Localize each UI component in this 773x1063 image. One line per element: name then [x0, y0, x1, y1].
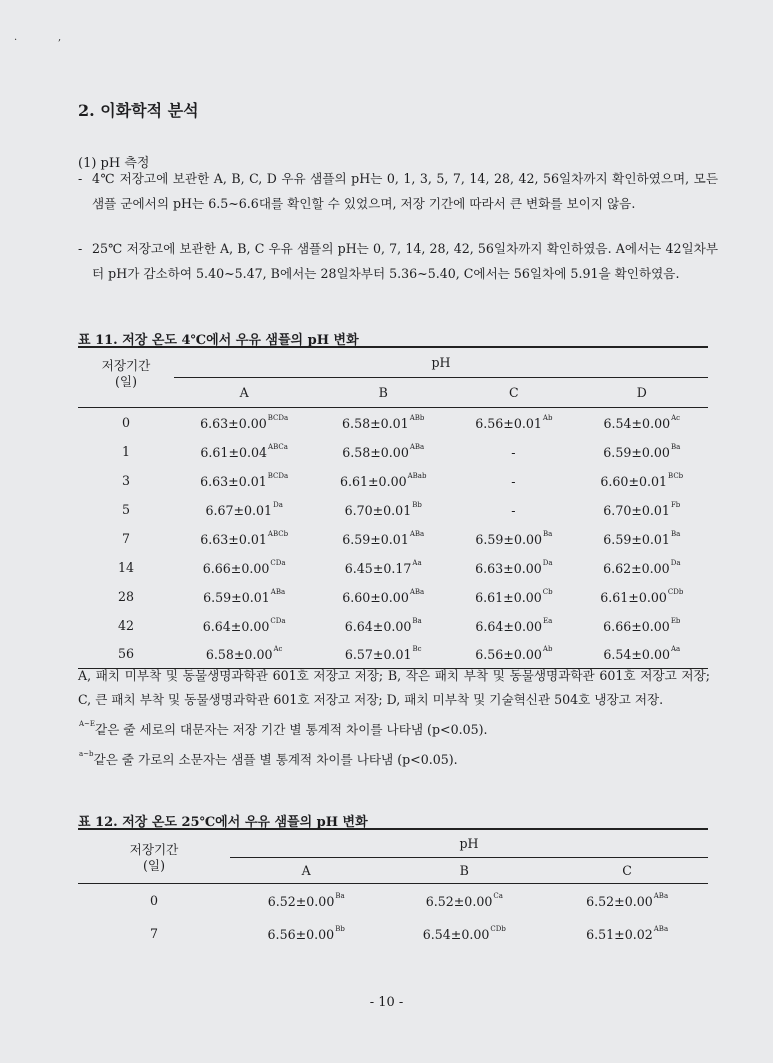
- day-cell: 0: [121, 414, 130, 430]
- ph-value-cell: [576, 524, 708, 553]
- ph-value-cell: [452, 524, 575, 553]
- scan-speck: .: [14, 32, 18, 43]
- ph-value-cell: [314, 437, 452, 466]
- ph-value-cell: [452, 437, 575, 466]
- significance-letter: Ab: [542, 413, 553, 422]
- ph-value-cell: [230, 884, 382, 917]
- significance-letter: Da: [542, 558, 553, 567]
- significance-letter: CDa: [270, 616, 286, 625]
- day-cell: 28: [117, 588, 135, 604]
- day-cell: 7: [149, 925, 158, 941]
- section-title: 2. 이화학적 분석: [78, 101, 199, 120]
- significance-letter: BCb: [668, 471, 684, 480]
- ph-value: 6.64±0.00: [475, 618, 543, 634]
- significance-letter: ABa: [409, 587, 425, 596]
- day-cell: 5: [121, 501, 130, 517]
- ph-value: 6.61±0.00: [600, 589, 667, 605]
- day-cell: 0: [149, 892, 158, 908]
- ph-value-cell: [314, 408, 452, 437]
- ph-value-cell: [576, 611, 708, 640]
- significance-letter: CDa: [270, 558, 286, 567]
- significance-letter: Ba: [543, 529, 553, 538]
- ph-value: 6.60±0.00: [342, 589, 409, 605]
- significance-letter: Ac: [273, 645, 283, 654]
- ph-value: 6.58±0.01: [342, 415, 409, 431]
- ph-value: -: [511, 444, 516, 460]
- table-row: [78, 611, 708, 640]
- column-header: C: [509, 385, 519, 400]
- significance-letter: Cb: [542, 587, 553, 596]
- bullet-text: 4℃ 저장고에 보관한 A, B, C, D 우유 샘플의 pH는 0, 1, 3, 5, 7, 14, 28, 42, 56일차까지 확인하였으며, 모든 샘플 군에서의 pH는 6.5~6.6대를 확인할 수 있었으며, 저장 기간에 따라서 큰 변화를 보이지 않음.: [92, 171, 718, 211]
- ph-value-cell: [452, 466, 575, 495]
- ph-value-cell: [452, 495, 575, 524]
- ph-value: 6.56±0.01: [475, 415, 542, 431]
- ph-value-cell: [452, 611, 575, 640]
- ph-value: 6.70±0.01: [603, 502, 670, 518]
- column-header: A: [301, 863, 311, 878]
- ph-value: 6.64±0.00: [202, 618, 270, 634]
- table-12-caption: 표 12. 저장 온도 25℃에서 우유 샘플의 pH 변화: [78, 815, 368, 830]
- day-cell: 56: [117, 646, 135, 662]
- significance-letter: Ac: [671, 413, 681, 422]
- significance-letter: ABab: [407, 471, 427, 480]
- significance-letter: ABa: [270, 587, 286, 596]
- significance-letter: CDb: [667, 587, 684, 596]
- ph-value: 6.59±0.00: [475, 531, 542, 547]
- table-row: [78, 582, 708, 611]
- table-11: [78, 346, 708, 669]
- ph-value-cell: [174, 408, 314, 437]
- table-row: [78, 437, 708, 466]
- bullet-item: - 4℃ 저장고에 보관한 A, B, C, D 우유 샘플의 pH는 0, 1, 3, 5, 7, 14, 28, 42, 56일차까지 확인하였으며, 모든 샘플 군에서의 pH는 6.5~6.6대를 확인할 수 있었으며, 저장 기간에 따라서 큰 변화를 보이지 않음.: [78, 166, 718, 216]
- ph-value: 6.52±0.00: [425, 893, 493, 909]
- significance-letter: BCDa: [267, 471, 289, 480]
- note-uppercase: $^{A\sim E}$같은 줄 세로의 대문자는 저장 기간 별 통계적 차이를 나타냄 (p<0.05).: [79, 720, 488, 737]
- ph-value-cell: [314, 495, 452, 524]
- significance-letter: Bc: [412, 645, 422, 654]
- ph-value-cell: [576, 408, 708, 437]
- significance-letter: CDb: [490, 924, 506, 933]
- ph-value: 6.56±0.00: [267, 926, 335, 942]
- ph-value: 6.66±0.00: [202, 560, 270, 576]
- ph-value-cell: [576, 582, 708, 611]
- ph-value-cell: [314, 582, 452, 611]
- significance-letter: Ab: [542, 645, 553, 654]
- column-header: A: [239, 385, 249, 400]
- ph-value: 6.59±0.01: [603, 531, 670, 547]
- table-row: [78, 466, 708, 495]
- ph-value-cell: [452, 553, 575, 582]
- ph-value: 6.61±0.04: [200, 444, 268, 460]
- ph-value-cell: [174, 611, 314, 640]
- ph-value: 6.61±0.00: [475, 589, 542, 605]
- ph-value-cell: [576, 437, 708, 466]
- ph-value-cell: [230, 917, 382, 950]
- table-row: [78, 884, 708, 917]
- column-header: D: [636, 385, 647, 400]
- ph-value: 6.59±0.01: [342, 531, 409, 547]
- table-12: [78, 828, 708, 950]
- note-lowercase: $^{a\sim b}$같은 줄 가로의 소문자는 샘플 별 통계적 차이를 나타냄 (p<0.05).: [79, 750, 458, 767]
- significance-letter: Bb: [335, 924, 345, 933]
- table-row: [78, 553, 708, 582]
- column-header: B: [459, 863, 469, 878]
- table-row: [78, 495, 708, 524]
- scan-speck: ,: [58, 32, 62, 43]
- bullet-item: - 25℃ 저장고에 보관한 A, B, C 우유 샘플의 pH는 0, 7, 14, 28, 42, 56일차까지 확인하였음. A에서는 42일차부터 pH가 감소하여 5.40~5.47, B에서는 28일차부터 5.36~5.40, C에서는 56일차에 5.91을 확인하였음.: [78, 236, 718, 286]
- ph-value-cell: [576, 553, 708, 582]
- ph-header: pH: [174, 347, 708, 378]
- note-abbreviations: A, 패치 미부착 및 동물생명과학관 601호 저장고 저장; B, 작은 패치 부착 및 동물생명과학관 601호 저장고 저장; C, 큰 패치 부착 및 동물생명과학관 601호 저장고 저장; D, 패치 미부착 및 기술혁신관 504호 냉장고 저장.: [78, 668, 710, 707]
- ph-header: pH: [230, 829, 708, 858]
- ph-value-cell: [382, 917, 546, 950]
- significance-letter: Bb: [412, 500, 422, 509]
- ph-value-cell: [174, 437, 314, 466]
- significance-letter: ABa: [653, 891, 669, 900]
- period-header: 저장기간 (일): [101, 358, 151, 389]
- period-header: 저장기간 (일): [129, 842, 179, 873]
- ph-value-cell: [576, 495, 708, 524]
- day-cell: 7: [121, 530, 130, 546]
- ph-value-cell: [546, 917, 708, 950]
- column-header: C: [622, 863, 632, 878]
- significance-letter: Fb: [670, 500, 681, 509]
- ph-value: 6.52±0.00: [267, 893, 335, 909]
- ph-value: 6.63±0.00: [475, 560, 542, 576]
- ph-value-cell: [314, 553, 452, 582]
- significance-letter: ABa: [653, 924, 669, 933]
- significance-letter: Eb: [670, 616, 681, 625]
- ph-value: 6.63±0.00: [200, 415, 267, 431]
- day-cell: 42: [117, 617, 135, 633]
- day-cell: 3: [121, 472, 130, 488]
- ph-value: 6.60±0.01: [600, 473, 668, 489]
- significance-letter: ABb: [409, 413, 425, 422]
- ph-value: 6.54±0.00: [422, 926, 490, 942]
- ph-value: 6.62±0.00: [603, 560, 670, 576]
- table-row: [78, 917, 708, 950]
- ph-value-cell: [174, 466, 314, 495]
- ph-value: -: [511, 473, 516, 489]
- table-11-body: [78, 408, 708, 669]
- ph-value-cell: [174, 553, 314, 582]
- ph-value: 6.66±0.00: [603, 618, 670, 634]
- ph-value-cell: [314, 611, 452, 640]
- ph-value: 6.54±0.00: [603, 415, 671, 431]
- ph-value-cell: [174, 524, 314, 553]
- significance-letter: Ba: [670, 529, 681, 538]
- significance-letter: ABa: [409, 529, 425, 538]
- ph-value: -: [511, 502, 516, 518]
- ph-value: 6.52±0.00: [586, 893, 653, 909]
- ph-value-cell: [314, 466, 452, 495]
- ph-value: 6.61±0.00: [339, 473, 407, 489]
- ph-value-cell: [452, 408, 575, 437]
- ph-value: 6.67±0.01: [205, 502, 273, 518]
- significance-letter: ABCa: [268, 442, 288, 451]
- ph-value: 6.59±0.01: [203, 589, 270, 605]
- significance-letter: ABCb: [267, 529, 289, 538]
- table-row: [78, 524, 708, 553]
- ph-value-cell: [382, 884, 546, 917]
- significance-letter: Ba: [412, 616, 422, 625]
- significance-letter: Ba: [670, 442, 681, 451]
- bullet-text: 25℃ 저장고에 보관한 A, B, C 우유 샘플의 pH는 0, 7, 14, 28, 42, 56일차까지 확인하였음. A에서는 42일차부터 pH가 감소하여 5.40~5.47, B에서는 28일차부터 5.36~5.40, C에서는 56일차에 5.91을 확인하였음.: [92, 241, 718, 281]
- day-cell: 1: [121, 443, 130, 459]
- ph-value: 6.56±0.00: [475, 647, 542, 663]
- day-cell: 14: [117, 559, 135, 575]
- significance-letter: Ba: [335, 891, 345, 900]
- ph-value: 6.70±0.01: [344, 502, 412, 518]
- significance-letter: Ca: [493, 891, 503, 900]
- significance-letter: Da: [670, 558, 681, 567]
- table-11-notes: [78, 664, 710, 772]
- ph-value: 6.57±0.01: [344, 647, 412, 663]
- ph-value-cell: [314, 524, 452, 553]
- ph-value: 6.63±0.01: [200, 473, 267, 489]
- column-header: B: [378, 385, 388, 400]
- ph-value-cell: [174, 582, 314, 611]
- ph-value: 6.64±0.00: [344, 618, 412, 634]
- ph-value: 6.59±0.00: [603, 444, 670, 460]
- significance-letter: BCDa: [267, 413, 289, 422]
- significance-letter: Aa: [412, 558, 422, 567]
- subsection-title: (1) pH 측정: [78, 156, 150, 171]
- significance-letter: ABa: [409, 442, 425, 451]
- ph-value: 6.58±0.00: [205, 647, 273, 663]
- significance-letter: Ea: [543, 616, 553, 625]
- significance-letter: Da: [273, 500, 283, 509]
- table-11-caption: 표 11. 저장 온도 4℃에서 우유 샘플의 pH 변화: [78, 333, 359, 348]
- table-row: [78, 408, 708, 437]
- ph-value-cell: [452, 582, 575, 611]
- ph-value-cell: [576, 466, 708, 495]
- table-12-body: [78, 884, 708, 950]
- ph-value-cell: [546, 884, 708, 917]
- significance-letter: Aa: [670, 645, 681, 654]
- ph-value: 6.63±0.01: [200, 531, 267, 547]
- page-number: - 10 -: [369, 995, 404, 1010]
- ph-value: 6.54±0.00: [603, 647, 670, 663]
- ph-value: 6.51±0.02: [586, 926, 653, 942]
- ph-value-cell: [174, 495, 314, 524]
- ph-value: 6.45±0.17: [344, 560, 412, 576]
- ph-value: 6.58±0.00: [342, 444, 409, 460]
